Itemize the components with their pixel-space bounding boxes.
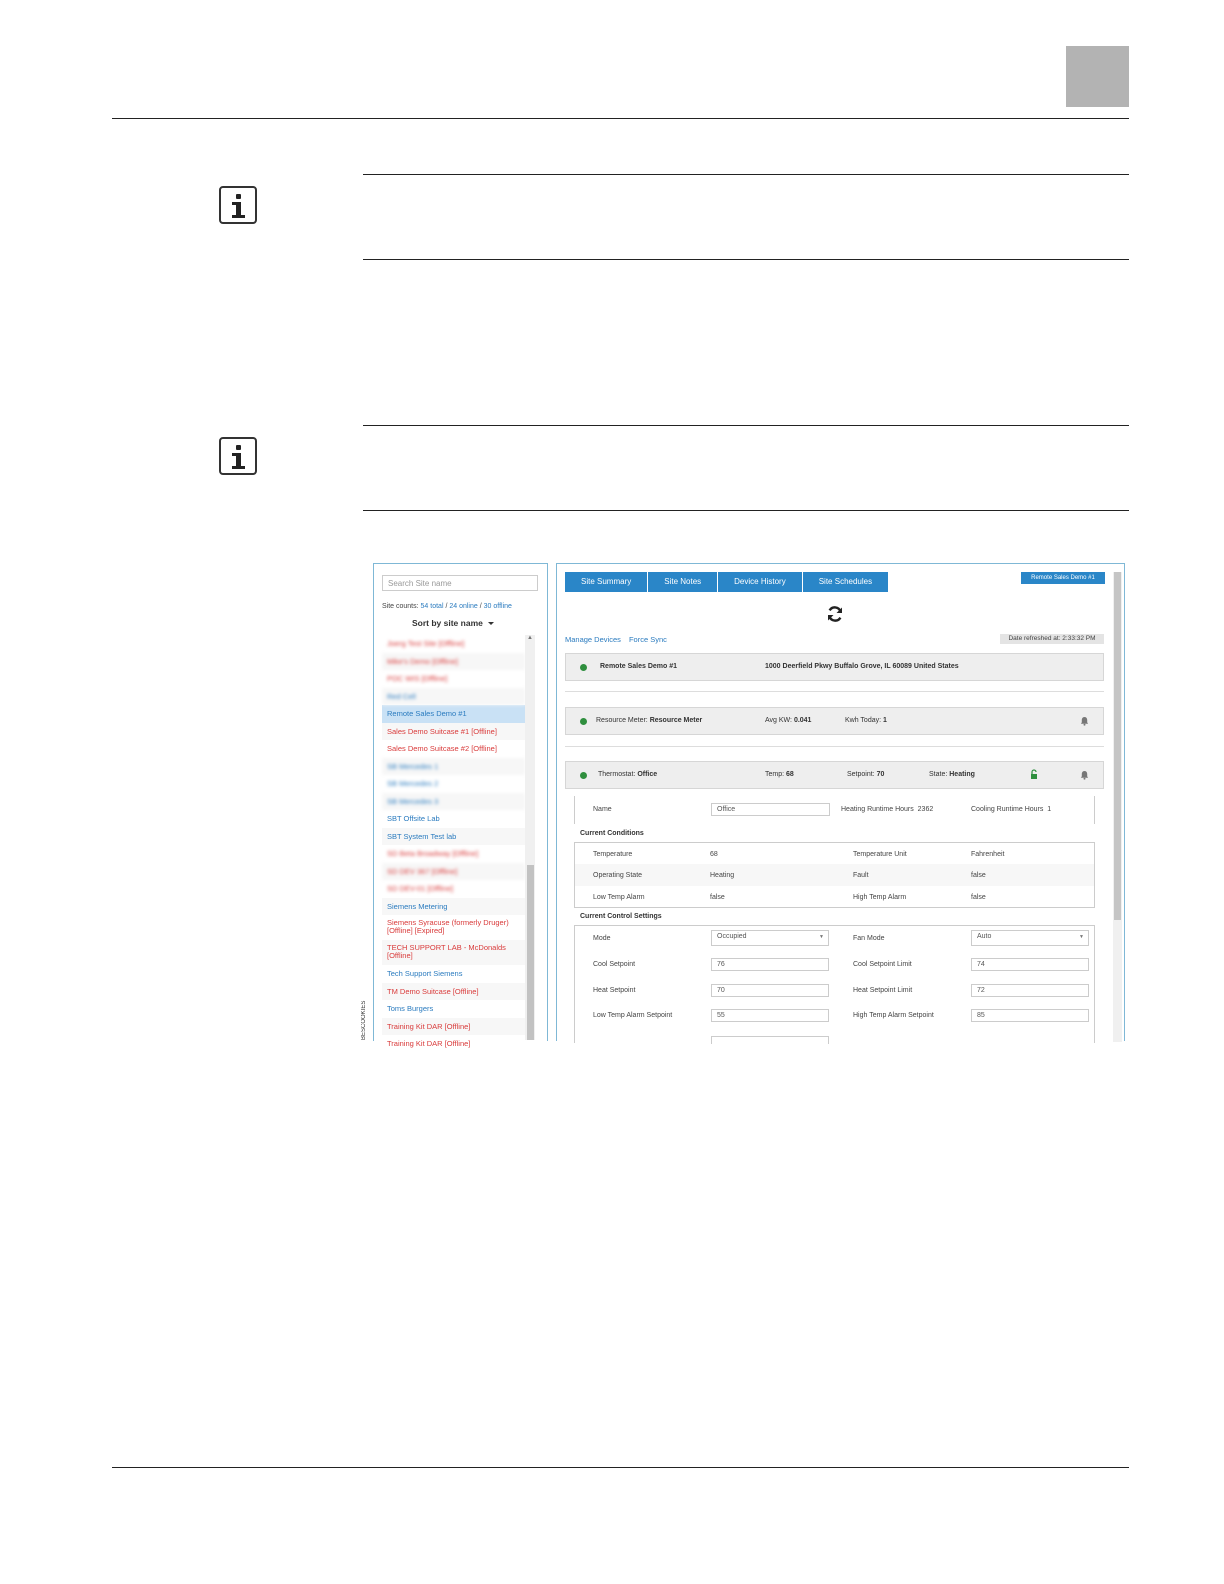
mode-label: Mode bbox=[593, 935, 611, 942]
cool-setpoint-limit-label: Cool Setpoint Limit bbox=[853, 961, 912, 968]
operating-state-label: Operating State bbox=[593, 872, 643, 879]
temperature-unit-value: Fahrenheit bbox=[971, 851, 1005, 858]
status-online-icon bbox=[580, 664, 587, 671]
header-rule bbox=[112, 118, 1129, 119]
thermostat-name-row bbox=[574, 796, 1095, 824]
tab-site-notes[interactable]: Site Notes bbox=[648, 572, 718, 592]
temperature-label: Temperature bbox=[593, 851, 633, 858]
caret-down-icon bbox=[488, 622, 494, 625]
high-temp-alarm-setpoint-label: High Temp Alarm Setpoint bbox=[853, 1012, 934, 1019]
mode-select[interactable]: Occupied ▼ bbox=[711, 930, 829, 946]
cooling-runtime: Cooling Runtime Hours 1 bbox=[971, 806, 1052, 813]
site-list-item[interactable]: Training Kit DAR [Offline] bbox=[387, 1039, 471, 1048]
thermostat-setpoint: Setpoint: 70 bbox=[847, 771, 885, 778]
site-row[interactable] bbox=[565, 653, 1104, 681]
name-label: Name bbox=[593, 806, 612, 813]
heat-setpoint-limit-input[interactable]: 72 bbox=[971, 984, 1089, 997]
low-temp-alarm-label: Low Temp Alarm bbox=[593, 894, 645, 901]
temperature-unit-label: Temperature Unit bbox=[853, 851, 907, 858]
site-row-address: 1000 Deerfield Pkwy Buffalo Grove, IL 60089 United States bbox=[765, 663, 959, 670]
chapter-tab-marker bbox=[1066, 46, 1129, 107]
site-counts: Site counts: 54 total / 24 online / 30 offline bbox=[382, 603, 512, 610]
operating-state-value: Heating bbox=[710, 872, 735, 879]
lock-icon[interactable] bbox=[1030, 769, 1038, 780]
high-temp-alarm-value: false bbox=[971, 894, 986, 901]
site-list-item[interactable]: Sales Demo Suitcase #1 [Offline] bbox=[382, 723, 525, 741]
status-online-icon bbox=[580, 718, 587, 725]
site-list-item[interactable]: Training Kit DAR [Offline] bbox=[382, 1018, 525, 1036]
heat-setpoint-input[interactable]: 70 bbox=[711, 984, 829, 997]
site-list-item[interactable]: SBT Offsite Lab bbox=[387, 814, 440, 823]
info-icon bbox=[219, 186, 257, 224]
info-icon bbox=[219, 437, 257, 475]
counts-online-link[interactable]: 24 online bbox=[449, 603, 478, 610]
thermostat-row[interactable] bbox=[565, 761, 1104, 789]
low-temp-alarm-value: false bbox=[710, 894, 725, 901]
high-temp-alarm-setpoint-input[interactable]: 85 bbox=[971, 1009, 1089, 1022]
figure-side-label: BESCOOKIES bbox=[361, 1000, 367, 1040]
tab-device-history[interactable]: Device History bbox=[718, 572, 803, 592]
low-temp-alarm-setpoint-label: Low Temp Alarm Setpoint bbox=[593, 1012, 673, 1019]
site-list-item[interactable]: Siemens Metering bbox=[382, 898, 525, 916]
detail-scrollbar[interactable] bbox=[1113, 572, 1122, 1042]
fan-mode-label: Fan Mode bbox=[853, 935, 885, 942]
footer-rule bbox=[112, 1467, 1129, 1468]
divider bbox=[565, 691, 1104, 692]
counts-total-link[interactable]: 54 total bbox=[420, 603, 444, 610]
tab-site-schedules[interactable]: Site Schedules bbox=[803, 572, 889, 592]
site-list-item[interactable]: SD DEV 367 [Offline] bbox=[382, 863, 525, 881]
temperature-value: 68 bbox=[710, 851, 718, 858]
current-conditions-box bbox=[574, 842, 1095, 908]
cool-setpoint-limit-input[interactable]: 74 bbox=[971, 958, 1089, 971]
resource-meter-title: Resource Meter: Resource Meter bbox=[596, 717, 703, 724]
force-sync-link[interactable]: Force Sync bbox=[628, 635, 667, 644]
divider bbox=[565, 746, 1104, 747]
tab-bar bbox=[565, 572, 889, 592]
heat-setpoint-label: Heat Setpoint bbox=[593, 987, 636, 994]
resource-meter-row[interactable] bbox=[565, 707, 1104, 735]
site-row-name: Remote Sales Demo #1 bbox=[600, 663, 678, 670]
note-1-top-rule bbox=[363, 174, 1129, 175]
site-list-scrollbar[interactable] bbox=[525, 635, 535, 1040]
scrollbar-thumb[interactable] bbox=[527, 865, 534, 1040]
site-list-item[interactable]: Remote Sales Demo #1 bbox=[382, 705, 525, 723]
alt-row bbox=[575, 864, 1094, 886]
site-list-item[interactable]: SB Mercedes 2 bbox=[387, 779, 439, 788]
site-list-item[interactable]: POC WIS [Offline] bbox=[387, 674, 448, 683]
site-list-panel bbox=[373, 563, 548, 1048]
site-search-input[interactable]: Search Site name bbox=[382, 575, 538, 591]
high-temp-alarm-label: High Temp Alarm bbox=[853, 894, 907, 901]
thermostat-name-input[interactable]: Office bbox=[711, 803, 830, 816]
status-online-icon bbox=[580, 772, 587, 779]
site-list-item[interactable]: Toms Burgers bbox=[387, 1004, 434, 1013]
heating-runtime: Heating Runtime Hours 2362 bbox=[841, 806, 934, 813]
date-refreshed: Date refreshed at: 2:33:32 PM bbox=[1000, 634, 1104, 644]
site-list-item[interactable]: Siemens Syracuse (formerly Druger) [Offline] [Expired] bbox=[387, 918, 509, 935]
site-list-item[interactable]: TECH SUPPORT LAB - McDonalds [Offline] bbox=[382, 940, 525, 965]
heat-setpoint-limit-label: Heat Setpoint Limit bbox=[853, 987, 913, 994]
site-list-item[interactable]: SB Mercedes 3 bbox=[382, 793, 525, 811]
site-detail-panel bbox=[556, 563, 1125, 1041]
action-links bbox=[565, 635, 673, 644]
current-conditions-title: Current Conditions bbox=[580, 830, 644, 837]
sort-dropdown[interactable]: Sort by site name bbox=[412, 618, 494, 628]
bell-icon[interactable] bbox=[1080, 770, 1089, 780]
bell-icon[interactable] bbox=[1080, 716, 1089, 726]
site-list-item[interactable]: Mike's Demo [Offline] bbox=[382, 653, 525, 671]
site-list-item[interactable]: Tech Support Siemens bbox=[387, 969, 463, 978]
thermostat-state: State: Heating bbox=[929, 771, 975, 778]
manage-devices-link[interactable]: Manage Devices bbox=[565, 635, 621, 644]
partial-input[interactable] bbox=[711, 1036, 829, 1044]
site-list bbox=[382, 635, 525, 1053]
chevron-down-icon: ▼ bbox=[819, 934, 824, 940]
site-list-item[interactable]: SD Beta Broadway [Offline] bbox=[387, 849, 479, 858]
thermostat-title: Thermostat: Office bbox=[598, 771, 658, 778]
note-2-bottom-rule bbox=[363, 510, 1129, 511]
fault-label: Fault bbox=[853, 872, 869, 879]
current-control-settings-title: Current Control Settings bbox=[580, 913, 662, 920]
refresh-icon[interactable] bbox=[825, 604, 845, 624]
low-temp-alarm-setpoint-input[interactable]: 55 bbox=[711, 1009, 829, 1022]
cool-setpoint-label: Cool Setpoint bbox=[593, 961, 636, 968]
fault-value: false bbox=[971, 872, 986, 879]
control-settings-box bbox=[574, 925, 1095, 1043]
avg-kw: Avg KW: 0.041 bbox=[765, 717, 812, 724]
site-list-item[interactable]: Joerg Test Site [Offline] bbox=[387, 639, 465, 648]
fan-mode-select[interactable]: Auto ▼ bbox=[971, 930, 1089, 946]
site-list-item[interactable]: Red Cell bbox=[382, 688, 525, 706]
thermostat-temp: Temp: 68 bbox=[765, 771, 794, 778]
site-list-item[interactable]: SB Mercedes 1 bbox=[382, 758, 525, 776]
note-1-bottom-rule bbox=[363, 259, 1129, 260]
kwh-today: Kwh Today: 1 bbox=[845, 717, 887, 724]
site-list-item[interactable]: SBT System Test lab bbox=[382, 828, 525, 846]
site-list-item[interactable]: Sales Demo Suitcase #2 [Offline] bbox=[387, 744, 497, 753]
scroll-up-arrow-icon[interactable]: ▲ bbox=[527, 635, 533, 641]
chevron-down-icon: ▼ bbox=[1079, 934, 1084, 940]
cool-setpoint-input[interactable]: 76 bbox=[711, 958, 829, 971]
tab-site-summary[interactable]: Site Summary bbox=[565, 572, 648, 592]
scrollbar-thumb[interactable] bbox=[1114, 572, 1121, 920]
counts-offline-link[interactable]: 30 offline bbox=[483, 603, 512, 610]
current-site-badge[interactable]: Remote Sales Demo #1 bbox=[1021, 572, 1105, 584]
site-list-item[interactable]: SD DEV-01 [Offline] bbox=[387, 884, 454, 893]
site-list-item[interactable]: TM Demo Suitcase [Offline] bbox=[382, 983, 525, 1001]
note-2-top-rule bbox=[363, 425, 1129, 426]
